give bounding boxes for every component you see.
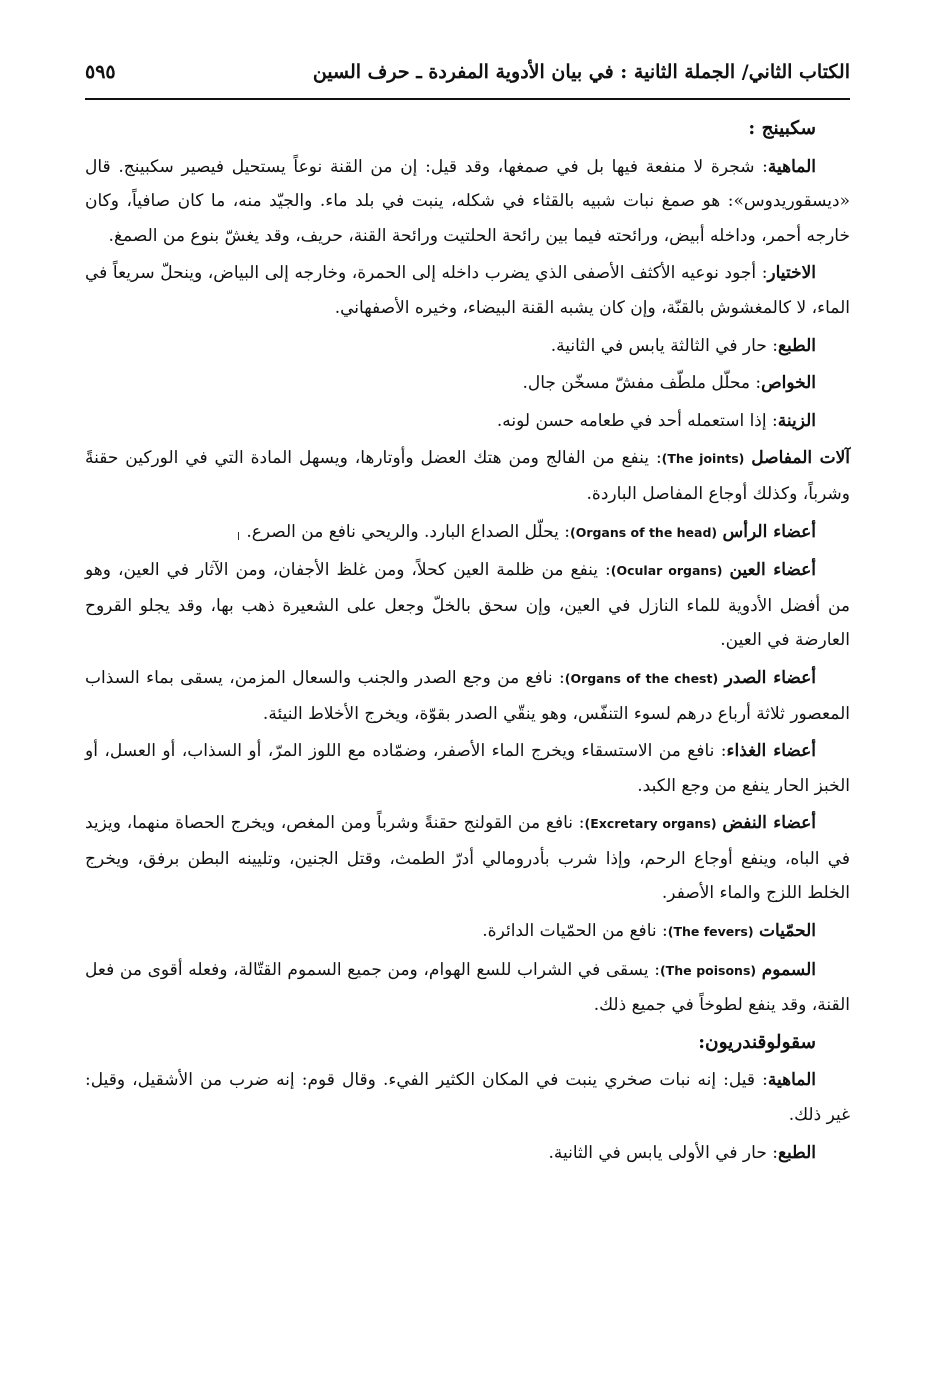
entry-text: : محلّل ملطّف مفشّ مسخّن جال. — [522, 373, 762, 394]
entry-term: أعضاء الغذاء — [726, 741, 816, 762]
entry-paragraph — [85, 150, 850, 254]
entry-text: : أجود نوعيه الأكثف الأصفى الذي يضرب داخله إلى الحمرة، وخارجه إلى البياض، وينحلّ سريعاً في الماء، لا كالمغشوش بالقنّة، وإن كان يشبه القنة البيضاء، وخيره الأصفهاني. — [85, 263, 850, 318]
entry-text: : نافع من وجع الصدر والجنب والسعال المزمن، يسقى بماء السذاب المعصور ثلاثة أرباع درهم لسوء التنفّس، وهو ينقّي الصدر بقوّة، ويخرج الأخلاط النيئة. — [85, 667, 850, 724]
entry-english-term: (Excretary organs) — [584, 816, 717, 832]
entry-paragraph — [85, 953, 850, 1023]
entry-term: الحمّيات — [758, 921, 816, 942]
page-body — [85, 112, 850, 1173]
entry-term: أعضاء الرأس — [722, 521, 816, 542]
entry-paragraph — [85, 256, 850, 325]
entry-paragraph — [85, 553, 850, 658]
entry-text: : يسقى في الشراب للسع الهوام، ومن جميع السموم القتّالة، وفعله أقوى من فعل القنة، وقد ينفع لطوخاً في جميع ذلك. — [85, 959, 850, 1016]
entry-term: الماهية — [767, 156, 817, 177]
entry-text: : شجرة لا منفعة فيها بل في صمغها، وقد قيل: إن من القنة نوعاً يستحيل فيصير سكبينج. قال «ديسقوريدوس»: هو صمغ نبات شبيه بالقثاء في شكله، ينبت في بلد ماء. والجيّد منه، ما كان صافياً، وكان خارجه أحمر، وداخله أبيض، ورائحته فيما بين رائحة الحلتيت ورائحة القنة، حريف، وقد يغشّ بنوع من الصمغ. — [85, 156, 850, 246]
entry-text: : ينفع من ظلمة العين كحلاً، ومن غلظ الأجفان، ومن الآثار في العين، وهو من أفضل الأدوية للماء النازل في العين، وإن سحق بالخلّ وجعل على الشعيرة ذهب بها، وقد يجلو القروح العارضة في العين. — [85, 560, 850, 651]
entry-paragraph — [85, 661, 850, 731]
entry-english-term: (The joints) — [661, 451, 745, 467]
entry-text: : نافع من القولنج حقنةً وشرباً ومن المغص، ويخرج الحصاة منهما، ويزيد في الباه، وينفع أوجاع الرحم، وإذا شرب بأدرومالي أدرّ الطمث، وقتل الجنين، وتليينه البطن برفق، ويخرج الخلط اللزج والماء الأصفر. — [85, 813, 850, 904]
entry-text: : إذا استعمله أحد في طعامه حسن لونه. — [496, 410, 778, 431]
entry-title: سقولوقندريون: — [698, 1031, 816, 1053]
entry-english-term: (Organs of the chest) — [564, 670, 719, 686]
entry-term: أعضاء الصدر — [724, 667, 817, 688]
entry-paragraph — [85, 1063, 850, 1132]
entry-paragraph — [85, 806, 850, 911]
entry-text: : نافع من الاستسقاء ويخرج الماء الأصفر، وضمّاده مع اللوز المرّ، أو السذاب، أو العسل، أو الخبز الحار ينفع من وجع الكبد. — [85, 741, 850, 796]
entry-term: آلات المفاصل — [751, 448, 850, 469]
entry-paragraph — [85, 404, 850, 439]
running-title: الكتاب الثاني/ الجملة الثانية : في بيان الأدوية المفردة ـ حرف السين — [312, 61, 850, 83]
entry-text: : حار في الثالثة يابس في الثانية. — [550, 335, 778, 356]
entry-paragraph — [85, 515, 850, 551]
entry-term: الزينة — [777, 410, 816, 431]
entry-english-term: (The fevers) — [667, 924, 754, 940]
entry-paragraph — [85, 329, 850, 364]
page-header — [85, 52, 850, 92]
entry-term: الخواص — [761, 373, 816, 394]
entry-paragraph — [85, 366, 850, 401]
entry-text: : ينفع من الفالج ومن هتك العضل وأوتارها، ويسهل المادة التي في الوركين حقنةً وشرباً، وكذلك أوجاع المفاصل الباردة. — [85, 448, 850, 504]
header-rule — [85, 98, 850, 100]
entry-paragraph — [85, 441, 850, 511]
entry-term: الماهية — [767, 1070, 816, 1091]
entry-paragraph — [85, 734, 850, 803]
entry-term: الطبع — [777, 335, 816, 356]
entry-term: السموم — [761, 959, 816, 980]
entry-term: أعضاء النفض — [722, 813, 816, 834]
entry-english-term: (Organs of the head) — [569, 524, 718, 540]
entry-text: : قيل: إنه نبات صخري ينبت في المكان الكثير الفيء. وقال قوم: إنه ضرب من الأشقيل، وقيل: غير ذلك. — [85, 1070, 850, 1126]
entry-text: : يحلّل الصداع البارد. والريحي نافع من الصرع. — [246, 521, 570, 542]
entry-term: الاختيار — [767, 263, 816, 284]
entry-english-term: (Ocular organs) — [610, 563, 723, 579]
entry-title: سكبينج : — [748, 118, 816, 139]
entry-paragraph — [85, 914, 850, 950]
entry-term: الطبع — [777, 1142, 816, 1163]
entry-term: أعضاء العين — [729, 560, 816, 581]
entry-english-term: (The poisons) — [659, 962, 757, 978]
entry-paragraph — [85, 1136, 850, 1171]
entry-text: : نافع من الحمّيات الدائرة. — [482, 921, 668, 942]
entry-text: : حار في الأولى يابس في الثانية. — [548, 1142, 778, 1163]
page-number: ٥٩٥ — [85, 61, 116, 83]
